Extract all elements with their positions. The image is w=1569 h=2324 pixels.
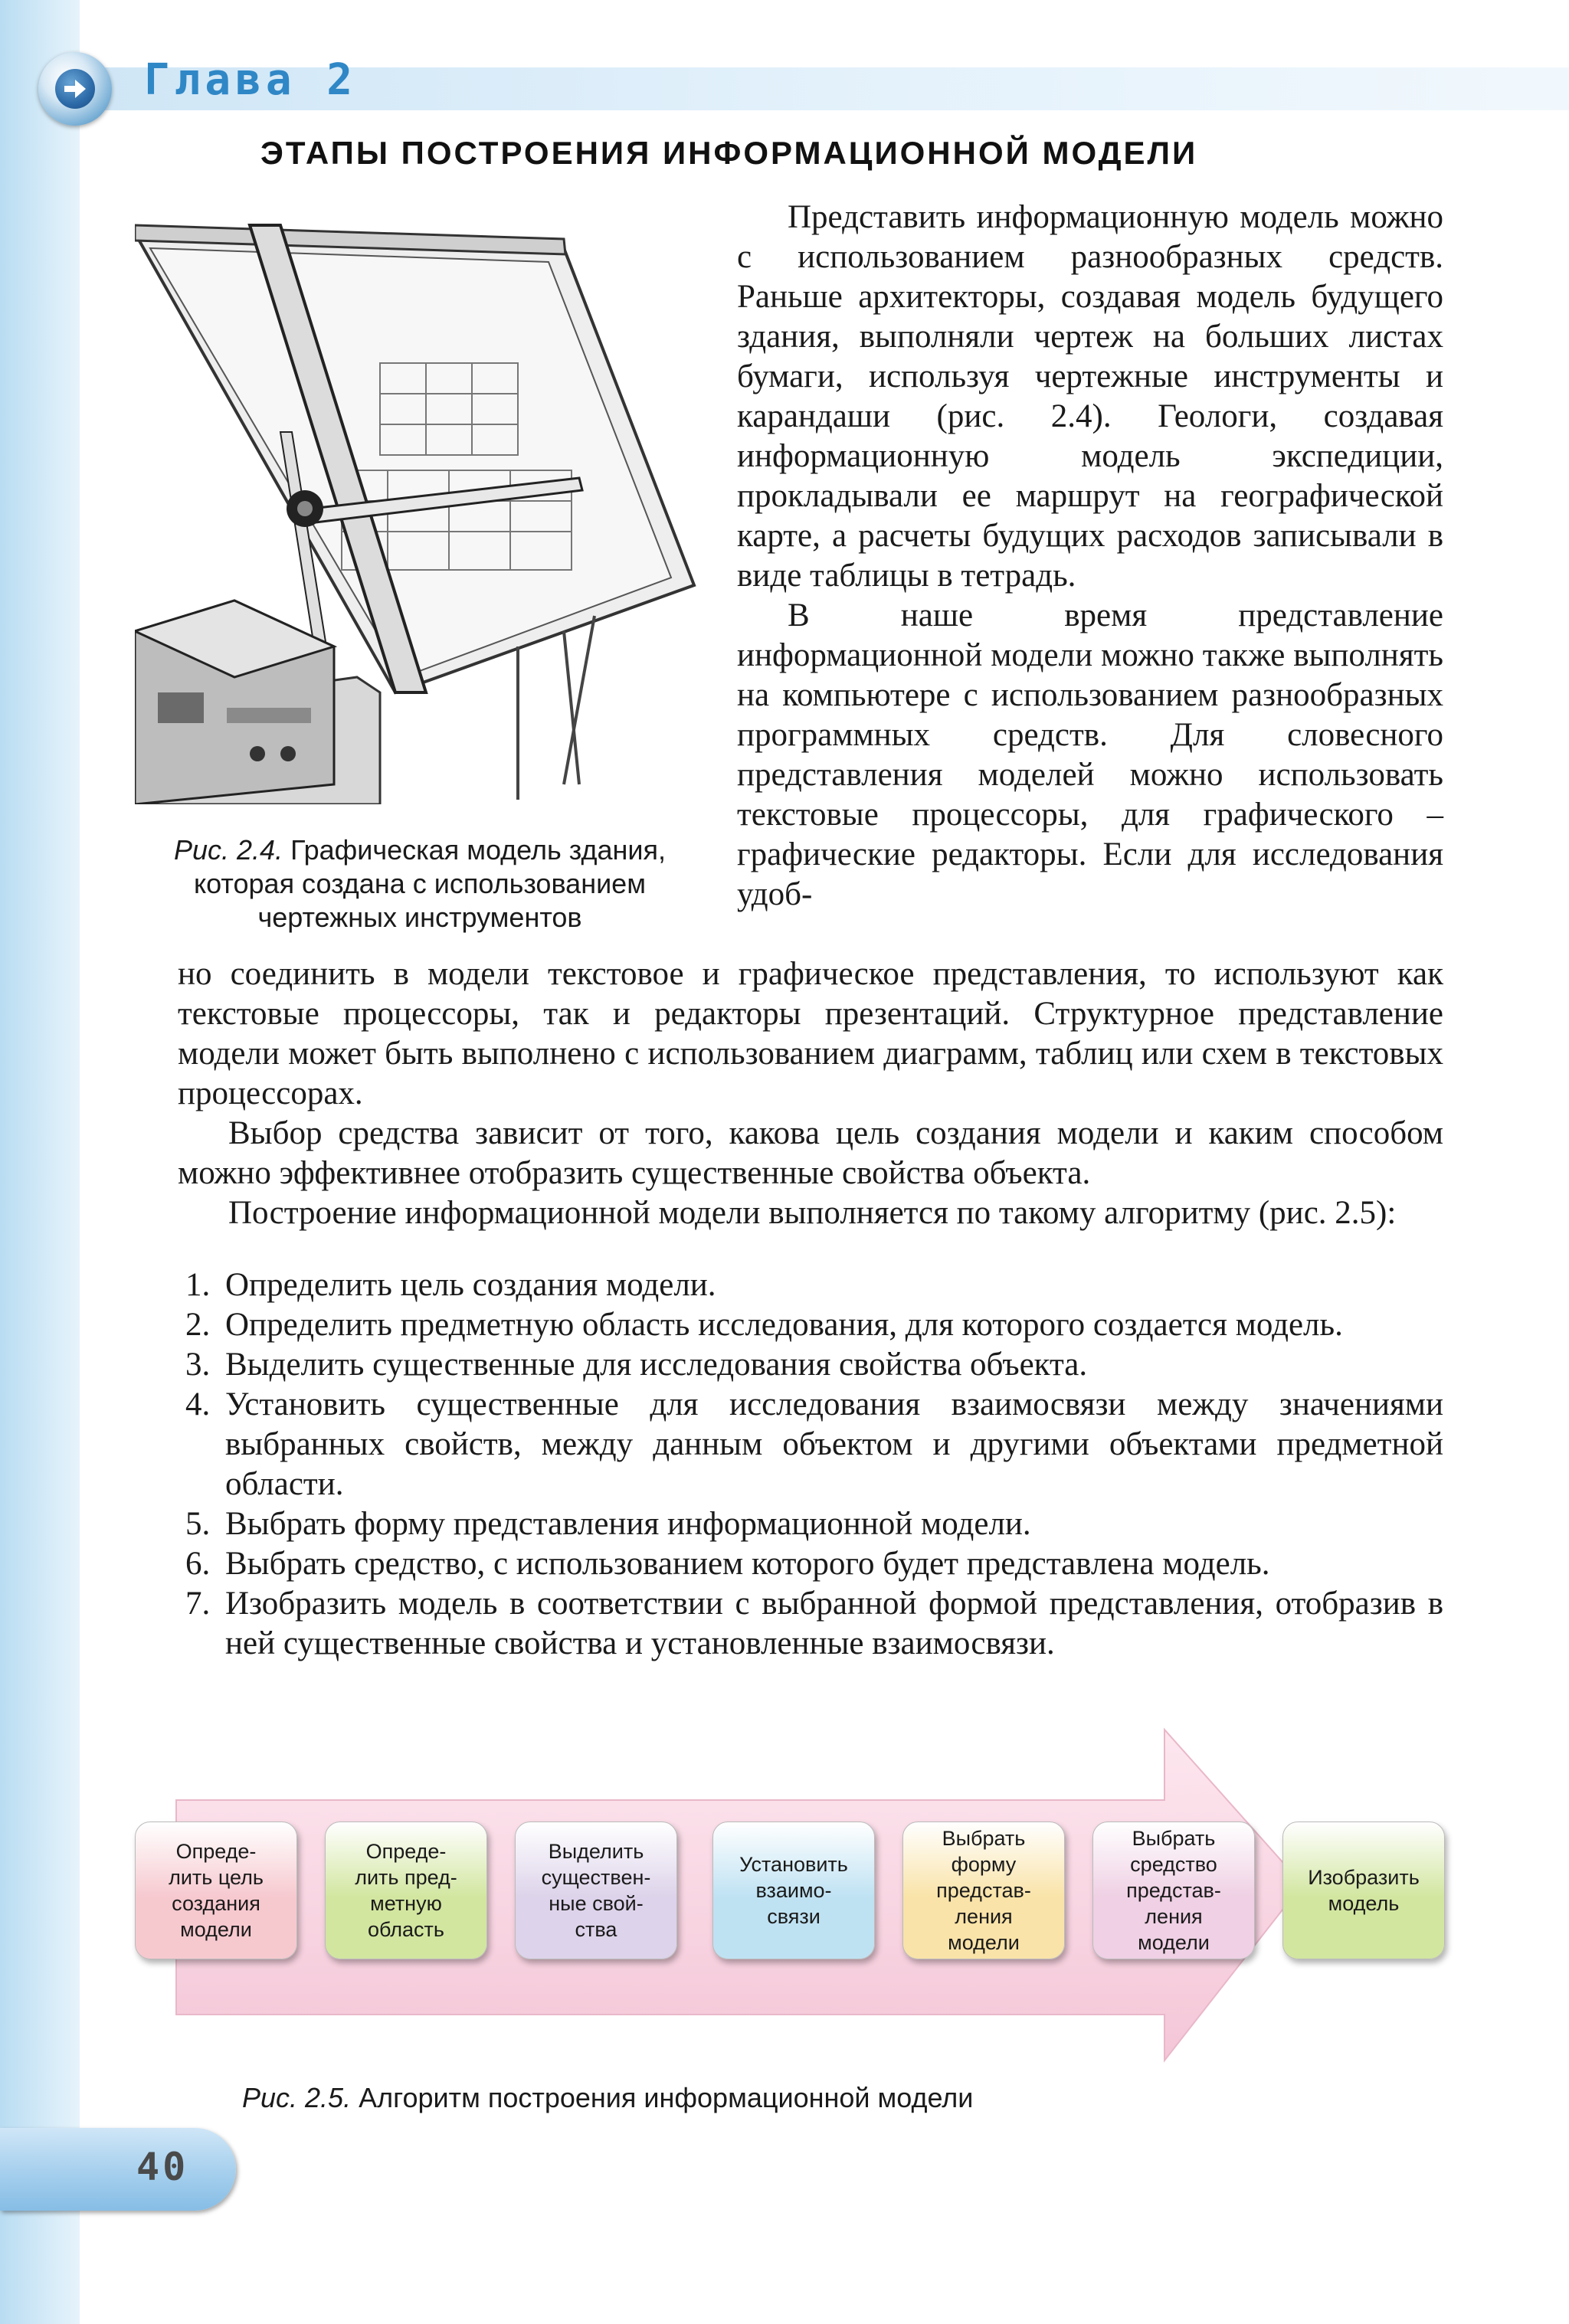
paragraph: Построение информационной модели выполняется по такому алгоритму (рис. 2.5): [228,1195,1397,1231]
list-item [178,1345,1443,1385]
list-item [178,1544,1443,1584]
step-number: 5. [185,1506,211,1542]
chapter-label: Глава 2 [144,55,358,105]
algorithm-steps-list [178,1265,1443,1664]
step-number: 7. [185,1586,211,1622]
list-item [178,1265,1443,1305]
list-item [178,1584,1443,1664]
step-text: Изобразить модель в соответствии с выбранной формой представления, отобразив в ней существенные свойства и установленные взаимосвязи. [225,1586,1443,1661]
figure-caption-2-4 [129,833,711,935]
step-number: 6. [185,1546,211,1582]
diagram-step-choose-form: Выбрать форму представ- ления модели [902,1822,1065,1959]
list-item [178,1305,1443,1345]
paragraph: Представить информационную модель можно с использованием разнообразных средств. Раньше архитекторы, создавая модель будущего здания, выполняли чертеж на больших листах бумаги, используя чертежные инструменты и карандаши (рис. 2.4). Геологи, создавая информационную модель экспедиции, прокладывали ее маршрут на географической карте, а расчеты будущих расходов записывали в виде таблицы в тетрадь. [737,199,1443,594]
step-text: Выбрать средство, с использованием которого будет представлена модель. [225,1546,1270,1582]
page-number-tab [0,2128,236,2211]
step-text: Определить цель создания модели. [225,1267,716,1303]
paragraph: Выбор средства зависит от того, какова цель создания модели и каким способом можно эффективнее отобразить существенные свойства объекта. [178,1115,1443,1191]
diagram-step-select-properties: Выделить существен- ные свой- ства [515,1822,677,1959]
paragraph: но соединить в модели текстовое и графическое представления, то используют как текстовые процессоры, так и редакторы презентаций. Структурное представление модели может быть выполнено с использованием диаграмм, таблиц или схем в текстовых процессорах. [178,956,1443,1111]
text-column-right [737,198,1443,915]
step-number: 1. [185,1267,211,1303]
algorithm-diagram [130,1723,1456,2076]
list-item [178,1385,1443,1504]
left-margin-strip [0,0,80,2324]
step-number: 4. [185,1386,211,1422]
figure-caption-2-5 [242,2082,973,2114]
chapter-badge [38,52,112,126]
diagram-step-choose-tool: Выбрать средство представ- ления модели [1092,1822,1255,1959]
page-number: 40 [136,2145,189,2189]
section-title: ЭТАПЫ ПОСТРОЕНИЯ ИНФОРМАЦИОННОЙ МОДЕЛИ [260,135,1198,171]
diagram-step-depict-model: Изобразить модель [1282,1822,1445,1959]
diagram-step-define-goal: Опреде- лить цель создания модели [135,1822,297,1959]
text-column-full [178,954,1443,1233]
step-number: 2. [185,1307,211,1343]
step-text: Выбрать форму представления информационной модели. [225,1506,1031,1542]
figure-ref: Рис. 2.5. [242,2082,352,2113]
paragraph: В наше время представление информационной модели можно также выполнять на компьютере с использованием разнообразных программных средств. Для словесного представления моделей можно использовать текстовые процессоры, для графического – графические редакторы. Если для исследования удоб- [737,597,1443,912]
step-number: 3. [185,1347,211,1383]
drafting-board-image [135,218,702,804]
figure-ref: Рис. 2.4. [174,834,283,866]
diagram-step-establish-relations: Установить взаимо- связи [712,1822,875,1959]
step-text: Установить существенные для исследования взаимосвязи между значениями выбранных свойств, между данным объектом и другими объектами предметной области. [225,1386,1443,1502]
diagram-step-define-domain: Опреде- лить пред- метную область [325,1822,487,1959]
list-item [178,1504,1443,1544]
figure-caption-text: Графическая модель здания, которая создана с использованием чертежных инструментов [194,834,666,933]
step-text: Выделить существенные для исследования свойства объекта. [225,1347,1088,1383]
step-text: Определить предметную область исследования, для которого создается модель. [225,1307,1343,1343]
arrow-right-icon [61,75,89,103]
figure-caption-text: Алгоритм построения информационной модели [359,2082,974,2113]
